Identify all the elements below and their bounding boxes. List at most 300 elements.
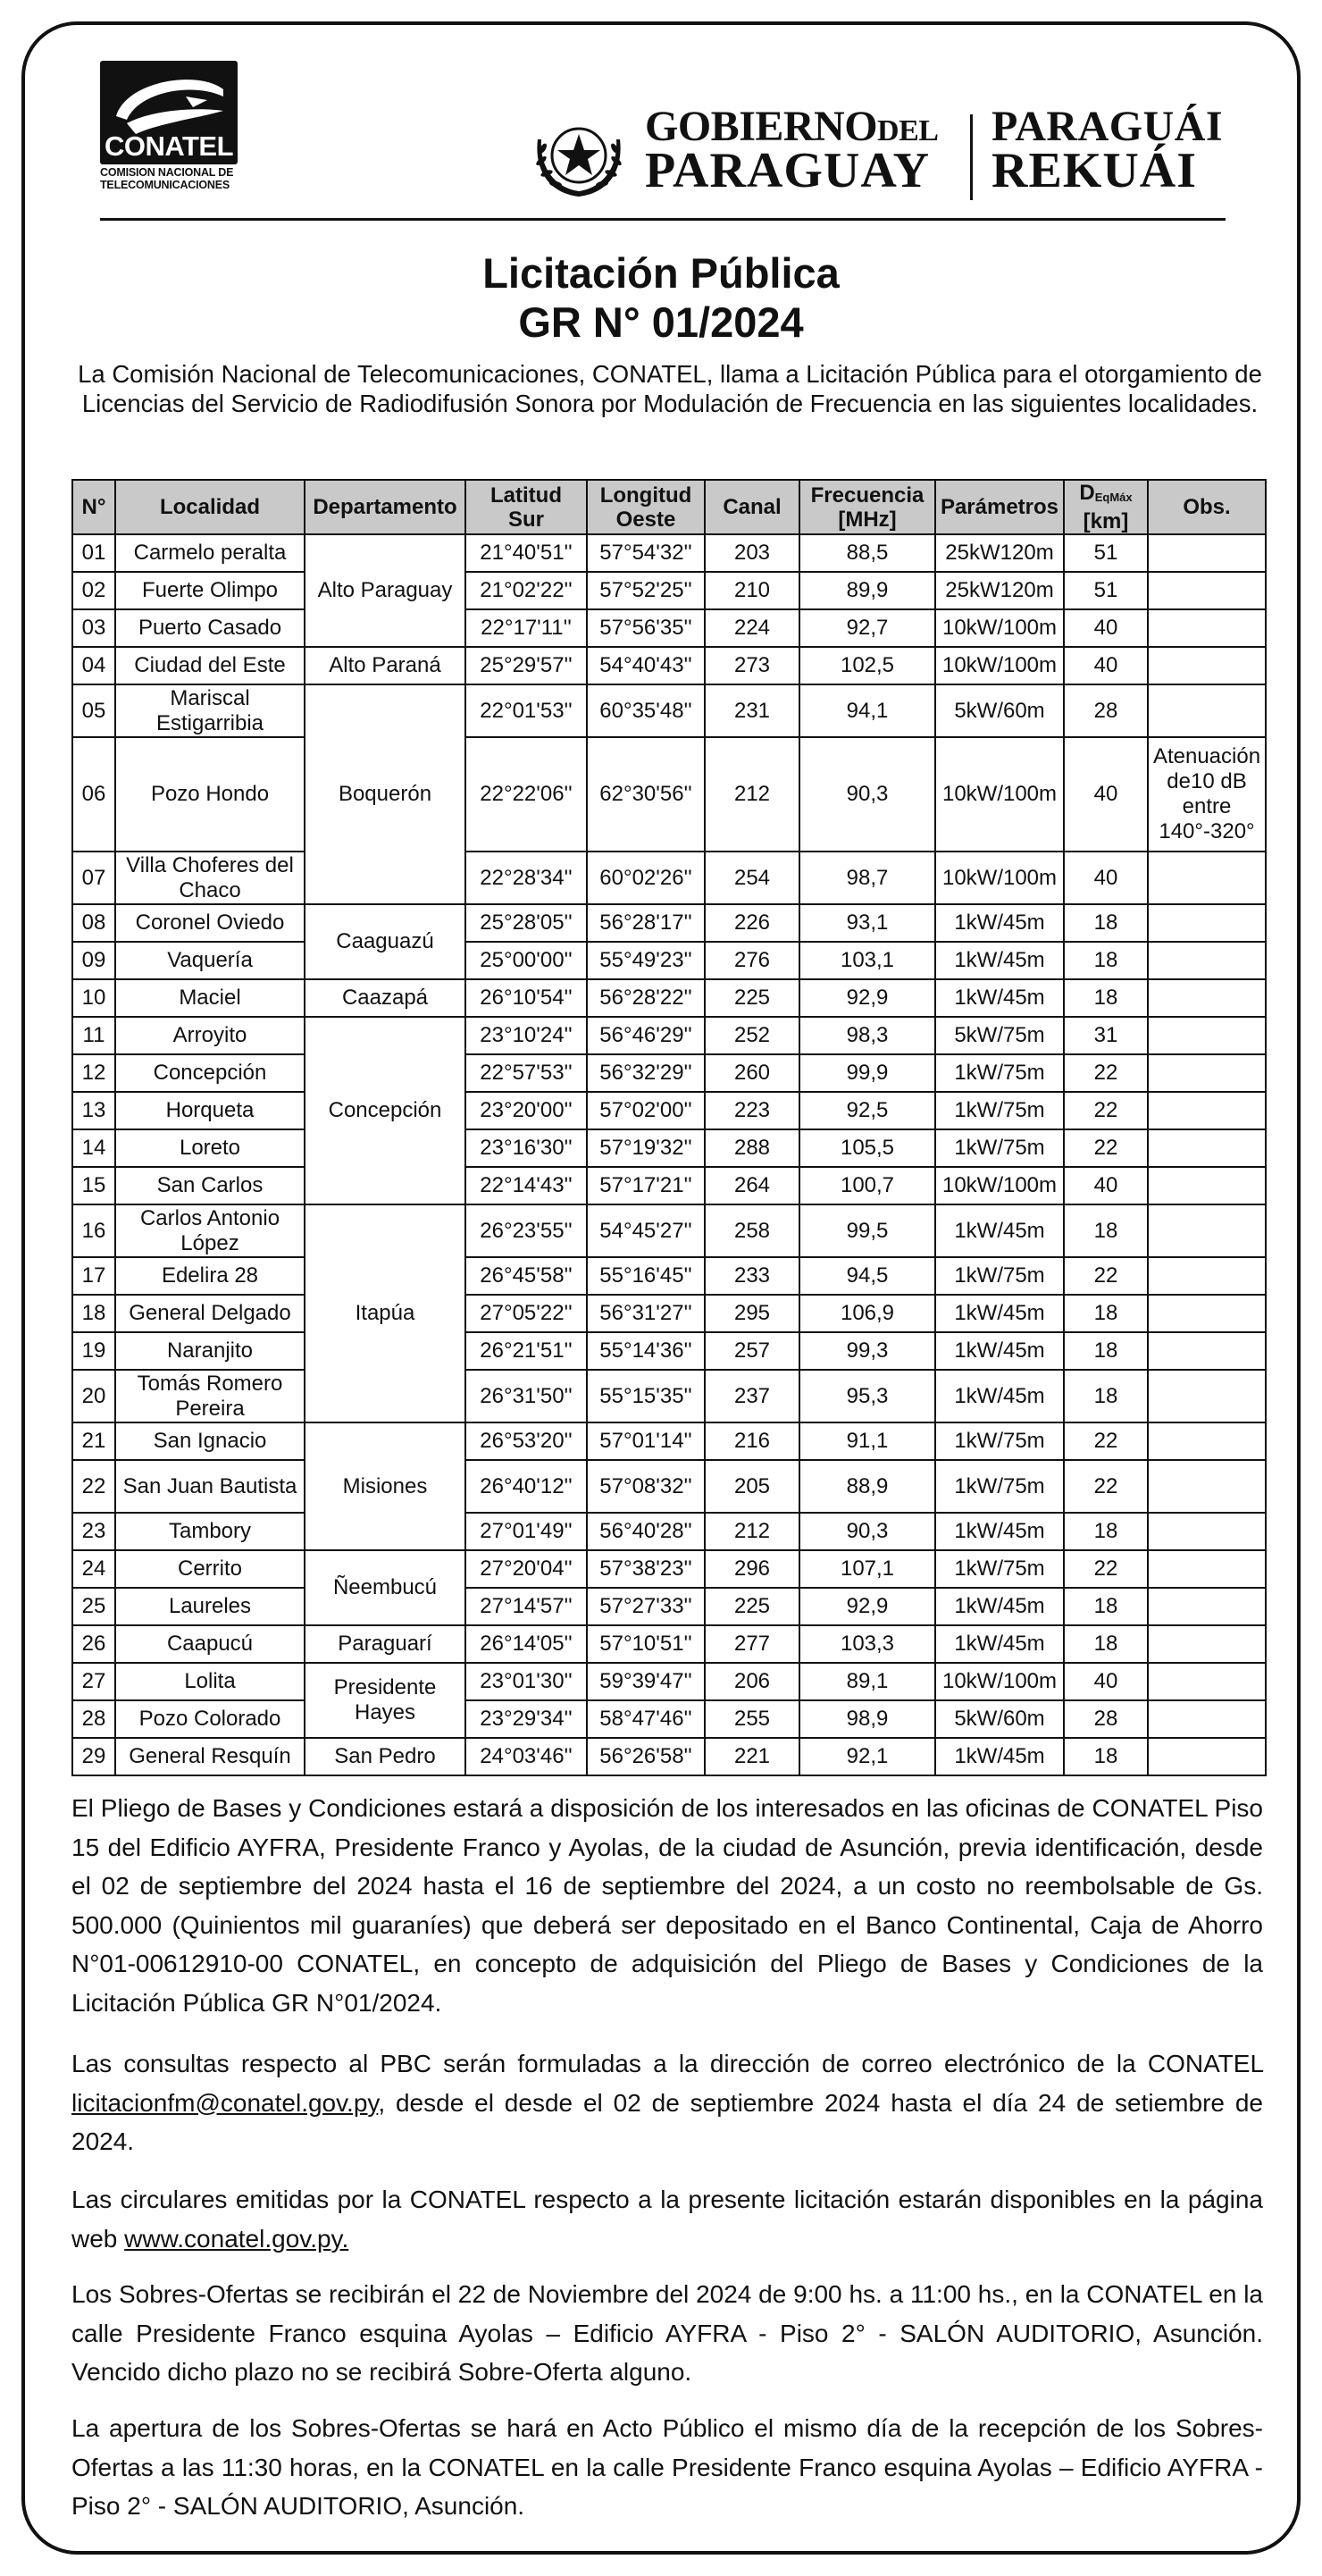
cell-longitud: 56°46'29'' (587, 1017, 705, 1054)
cell-canal: 224 (705, 609, 799, 647)
cell-obs (1148, 647, 1266, 684)
cell-localidad: Coronel Oviedo (115, 904, 305, 942)
cell-departamento: Presidente Hayes (305, 1663, 465, 1738)
cell-canal: 254 (705, 852, 799, 904)
cell-deq: 31 (1064, 1017, 1148, 1054)
cell-parametros: 1kW/45m (935, 1204, 1064, 1257)
cell-frecuencia: 103,3 (799, 1625, 935, 1663)
cell-latitud: 27°20'04'' (465, 1550, 587, 1588)
table-row (72, 1332, 1266, 1370)
website-link[interactable]: www.conatel.gov.py. (124, 2224, 349, 2253)
cell-frecuencia: 100,7 (799, 1167, 935, 1204)
cell-latitud: 22°14'43'' (465, 1167, 587, 1204)
cell-number: 19 (72, 1332, 115, 1370)
cell-obs (1148, 852, 1266, 904)
cell-parametros: 1kW/45m (935, 1332, 1064, 1370)
cell-frecuencia: 88,9 (799, 1460, 935, 1513)
document-title: Licitación Pública (482, 249, 840, 297)
cell-localidad: Arroyito (115, 1017, 305, 1054)
cell-longitud: 60°02'26'' (587, 852, 705, 904)
cell-localidad: Horqueta (115, 1092, 305, 1129)
cell-canal: 210 (705, 572, 799, 609)
cell-obs (1148, 534, 1266, 572)
cell-deq: 40 (1064, 647, 1148, 684)
cell-number: 28 (72, 1700, 115, 1738)
cell-number: 16 (72, 1204, 115, 1257)
cell-number: 06 (72, 737, 115, 852)
cell-deq: 22 (1064, 1129, 1148, 1167)
cell-parametros: 10kW/100m (935, 1167, 1064, 1204)
cell-obs (1148, 1332, 1266, 1370)
cell-localidad: Vaquería (115, 942, 305, 979)
cell-latitud: 22°57'53'' (465, 1054, 587, 1092)
cell-parametros: 1kW/45m (935, 942, 1064, 979)
cell-latitud: 22°28'34'' (465, 852, 587, 904)
header-rule (100, 218, 1226, 221)
cell-longitud: 57°27'33'' (587, 1588, 705, 1625)
cell-longitud: 55°49'23'' (587, 942, 705, 979)
paragraph-sobres-ofertas: Los Sobres-Ofertas se recibirán el 22 de Noviembre del 2024 de 9:00 hs. a 11:00 hs., en la CONATEL en la calle Presidente Franco esquina Ayolas – Edificio AYFRA - Piso 2° - SALÓN AUDITORIO, Asunción. Vencido dicho plazo no se recibirá Sobre-Oferta alguno. (71, 2280, 1263, 2386)
table-row (72, 942, 1266, 979)
cell-parametros: 1kW/45m (935, 1625, 1064, 1663)
cell-departamento: Ñeembucú (305, 1550, 465, 1625)
cell-departamento: San Pedro (305, 1738, 465, 1775)
cell-longitud: 57°19'32'' (587, 1129, 705, 1167)
cell-deq: 18 (1064, 942, 1148, 979)
cell-canal: 255 (705, 1700, 799, 1738)
cell-departamento: Paraguarí (305, 1625, 465, 1663)
cell-localidad: Ciudad del Este (115, 647, 305, 684)
paragraph-consultas-text: Las consultas respecto al PBC serán formuladas a la dirección de correo electrónico de la CONATEL (71, 2050, 1263, 2077)
cell-canal: 296 (705, 1550, 799, 1588)
cell-localidad: Carlos Antonio López (115, 1204, 305, 1257)
cell-number: 21 (72, 1422, 115, 1460)
cell-localidad: Maciel (115, 979, 305, 1017)
cell-frecuencia: 90,3 (799, 1513, 935, 1550)
cell-localidad: General Delgado (115, 1295, 305, 1332)
cell-canal: 295 (705, 1295, 799, 1332)
cell-canal: 225 (705, 1588, 799, 1625)
cell-localidad: San Carlos (115, 1167, 305, 1204)
cell-localidad: Edelira 28 (115, 1257, 305, 1295)
cell-number: 20 (72, 1370, 115, 1422)
cell-longitud: 56°40'28'' (587, 1513, 705, 1550)
cell-parametros: 1kW/45m (935, 1513, 1064, 1550)
cell-latitud: 21°40'51'' (465, 534, 587, 572)
cell-obs (1148, 684, 1266, 737)
table-row (72, 684, 1266, 737)
cell-latitud: 23°20'00'' (465, 1092, 587, 1129)
table-row (72, 1129, 1266, 1167)
header-longitud-line-2: Oeste (615, 507, 676, 532)
header-canal: Canal (705, 480, 799, 534)
cell-obs: Atenuación de10 dB entre 140°-320° (1148, 737, 1266, 852)
cell-number: 08 (72, 904, 115, 942)
cell-number: 15 (72, 1167, 115, 1204)
cell-frecuencia: 98,3 (799, 1017, 935, 1054)
cell-deq: 22 (1064, 1257, 1148, 1295)
cell-parametros: 1kW/45m (935, 904, 1064, 942)
cell-latitud: 23°10'24'' (465, 1017, 587, 1054)
cell-canal: 203 (705, 534, 799, 572)
cell-latitud: 26°53'20'' (465, 1422, 587, 1460)
table-row (72, 1738, 1266, 1775)
cell-obs (1148, 1370, 1266, 1422)
cell-obs (1148, 1092, 1266, 1129)
cell-canal: 277 (705, 1625, 799, 1663)
cell-latitud: 26°21'51'' (465, 1332, 587, 1370)
cell-frecuencia: 92,1 (799, 1738, 935, 1775)
cell-localidad: Cerrito (115, 1550, 305, 1588)
cell-deq: 18 (1064, 1332, 1148, 1370)
cell-deq: 18 (1064, 1370, 1148, 1422)
header-deq-sub: EqMáx (1094, 491, 1133, 504)
cell-canal: 257 (705, 1332, 799, 1370)
cell-parametros: 25kW120m (935, 572, 1064, 609)
table-row (72, 979, 1266, 1017)
cell-obs (1148, 1738, 1266, 1775)
cell-number: 27 (72, 1663, 115, 1700)
cell-longitud: 56°28'17'' (587, 904, 705, 942)
cell-parametros: 10kW/100m (935, 852, 1064, 904)
cell-deq: 40 (1064, 852, 1148, 904)
table-row (72, 1460, 1266, 1513)
table-row (72, 609, 1266, 647)
cell-latitud: 26°45'58'' (465, 1257, 587, 1295)
cell-canal: 212 (705, 1513, 799, 1550)
cell-deq: 40 (1064, 609, 1148, 647)
cell-deq: 18 (1064, 1513, 1148, 1550)
cell-canal: 205 (705, 1460, 799, 1513)
cell-deq: 18 (1064, 1295, 1148, 1332)
cell-longitud: 55°16'45'' (587, 1257, 705, 1295)
cell-parametros: 10kW/100m (935, 1663, 1064, 1700)
cell-localidad: Pozo Hondo (115, 737, 305, 852)
cell-number: 17 (72, 1257, 115, 1295)
cell-obs (1148, 1054, 1266, 1092)
gov-title-line-2: PARAGUAY (645, 143, 931, 198)
cell-frecuencia: 89,9 (799, 572, 935, 609)
table-row (72, 534, 1266, 572)
cell-frecuencia: 92,7 (799, 609, 935, 647)
header-frecuencia-line-2: [MHz] (838, 507, 897, 532)
cell-localidad: Pozo Colorado (115, 1700, 305, 1738)
cell-deq: 22 (1064, 1092, 1148, 1129)
cell-number: 29 (72, 1738, 115, 1775)
cell-canal: 276 (705, 942, 799, 979)
cell-frecuencia: 99,9 (799, 1054, 935, 1092)
cell-frecuencia: 92,9 (799, 1588, 935, 1625)
conatel-logo (100, 61, 241, 191)
cell-frecuencia: 98,7 (799, 852, 935, 904)
cell-localidad: Naranjito (115, 1332, 305, 1370)
cell-departamento: Concepción (305, 1017, 465, 1204)
cell-obs (1148, 942, 1266, 979)
table-body (72, 534, 1266, 1775)
cell-number: 12 (72, 1054, 115, 1092)
cell-longitud: 54°45'27'' (587, 1204, 705, 1257)
header-frecuencia (799, 480, 935, 534)
cell-canal: 233 (705, 1257, 799, 1295)
cell-localidad: Caapucú (115, 1625, 305, 1663)
cell-frecuencia: 98,9 (799, 1700, 935, 1738)
cell-number: 23 (72, 1513, 115, 1550)
table-row (72, 1625, 1266, 1663)
cell-latitud: 23°01'30'' (465, 1663, 587, 1700)
cell-longitud: 55°14'36'' (587, 1332, 705, 1370)
cell-latitud: 26°31'50'' (465, 1370, 587, 1422)
cell-localidad: Tomás Romero Pereira (115, 1370, 305, 1422)
cell-parametros: 10kW/100m (935, 609, 1064, 647)
paragraph-circulares-text: Las circulares emitidas por la CONATEL respecto a la presente licitación estarán disponibles en la página web (71, 2186, 1263, 2253)
header-longitud (587, 480, 705, 534)
cell-number: 14 (72, 1129, 115, 1167)
cell-number: 04 (72, 647, 115, 684)
table-row (72, 1054, 1266, 1092)
cell-latitud: 25°00'00'' (465, 942, 587, 979)
table-row (72, 1663, 1266, 1700)
cell-longitud: 54°40'43'' (587, 647, 705, 684)
cell-deq: 18 (1064, 904, 1148, 942)
cell-deq: 18 (1064, 979, 1148, 1017)
cell-frecuencia: 105,5 (799, 1129, 935, 1167)
cell-frecuencia: 91,1 (799, 1422, 935, 1460)
cell-obs (1148, 1295, 1266, 1332)
cell-frecuencia: 92,9 (799, 979, 935, 1017)
cell-number: 25 (72, 1588, 115, 1625)
cell-latitud: 21°02'22'' (465, 572, 587, 609)
cell-localidad: Carmelo peralta (115, 534, 305, 572)
cell-deq: 51 (1064, 572, 1148, 609)
cell-latitud: 27°14'57'' (465, 1588, 587, 1625)
cell-canal: 223 (705, 1092, 799, 1129)
table-row (72, 1295, 1266, 1332)
header-deq (1064, 480, 1148, 534)
guarani-title-line-1: PARAGUÁI (992, 103, 1224, 150)
table-header-row (72, 480, 1266, 534)
cell-latitud: 25°29'57'' (465, 647, 587, 684)
cell-obs (1148, 572, 1266, 609)
header-parametros: Parámetros (935, 480, 1064, 534)
table-row (72, 1550, 1266, 1588)
table-row (72, 1700, 1266, 1738)
cell-number: 09 (72, 942, 115, 979)
cell-parametros: 25kW120m (935, 534, 1064, 572)
cell-longitud: 59°39'47'' (587, 1663, 705, 1700)
cell-deq: 18 (1064, 1738, 1148, 1775)
cell-longitud: 57°56'35'' (587, 609, 705, 647)
cell-longitud: 58°47'46'' (587, 1700, 705, 1738)
header-departamento: Departamento (305, 480, 465, 534)
header-deq-main: D (1079, 481, 1095, 505)
cell-obs (1148, 979, 1266, 1017)
cell-parametros: 10kW/100m (935, 647, 1064, 684)
table-row (72, 1257, 1266, 1295)
cell-localidad: San Ignacio (115, 1422, 305, 1460)
header-latitud (465, 480, 587, 534)
cell-parametros: 1kW/75m (935, 1129, 1064, 1167)
cell-obs (1148, 904, 1266, 942)
cell-number: 24 (72, 1550, 115, 1588)
cell-frecuencia: 95,3 (799, 1370, 935, 1422)
cell-latitud: 23°29'34'' (465, 1700, 587, 1738)
cell-frecuencia: 92,5 (799, 1092, 935, 1129)
cell-number: 18 (72, 1295, 115, 1332)
cell-parametros: 1kW/45m (935, 1295, 1064, 1332)
cell-parametros: 1kW/45m (935, 979, 1064, 1017)
cell-obs (1148, 1167, 1266, 1204)
cell-latitud: 25°28'05'' (465, 904, 587, 942)
cell-localidad: San Juan Bautista (115, 1460, 305, 1513)
table-row (72, 1017, 1266, 1054)
cell-longitud: 56°28'22'' (587, 979, 705, 1017)
cell-frecuencia: 99,5 (799, 1204, 935, 1257)
cell-parametros: 1kW/45m (935, 1588, 1064, 1625)
cell-deq: 22 (1064, 1550, 1148, 1588)
cell-parametros: 1kW/45m (935, 1738, 1064, 1775)
header-deq-unit: [km] (1083, 509, 1129, 533)
header-n: N° (72, 480, 115, 534)
cell-canal: 237 (705, 1370, 799, 1422)
paragraph-consultas-tail: , desde el desde el 02 de septiembre 2024 hasta el día 24 de setiembre de 2024. (71, 2088, 1263, 2155)
cell-parametros: 1kW/75m (935, 1550, 1064, 1588)
cell-canal: 264 (705, 1167, 799, 1204)
cell-frecuencia: 93,1 (799, 904, 935, 942)
cell-canal: 231 (705, 684, 799, 737)
cell-longitud: 57°17'21'' (587, 1167, 705, 1204)
cell-number: 01 (72, 534, 115, 572)
cell-parametros: 5kW/75m (935, 1017, 1064, 1054)
header-latitud-line-1: Latitud (490, 482, 562, 508)
cell-localidad: Villa Choferes del Chaco (115, 852, 305, 904)
cell-deq: 28 (1064, 1700, 1148, 1738)
cell-localidad: Mariscal Estigarribia (115, 684, 305, 737)
cell-obs (1148, 609, 1266, 647)
cell-canal: 260 (705, 1054, 799, 1092)
header-obs: Obs. (1148, 480, 1266, 534)
table-row (72, 904, 1266, 942)
cell-latitud: 26°23'55'' (465, 1204, 587, 1257)
cell-parametros: 1kW/75m (935, 1422, 1064, 1460)
cell-deq: 40 (1064, 1663, 1148, 1700)
cell-longitud: 55°15'35'' (587, 1370, 705, 1422)
cell-departamento: Alto Paraná (305, 647, 465, 684)
intro-paragraph: La Comisión Nacional de Telecomunicaciones, CONATEL, llama a Licitación Pública para el otorgamiento de Licencias del Servicio de Radiodifusión Sonora por Modulación de Frecuencia en las siguientes localidades. (78, 360, 1262, 417)
cell-obs (1148, 1422, 1266, 1460)
cell-longitud: 56°31'27'' (587, 1295, 705, 1332)
cell-latitud: 27°05'22'' (465, 1295, 587, 1332)
cell-frecuencia: 99,3 (799, 1332, 935, 1370)
guarani-title-line-2: REKUÁI (992, 143, 1198, 198)
cell-latitud: 22°17'11'' (465, 609, 587, 647)
cell-parametros: 1kW/45m (935, 1370, 1064, 1422)
cell-deq: 18 (1064, 1204, 1148, 1257)
cell-localidad: Puerto Casado (115, 609, 305, 647)
government-seal-icon (529, 107, 629, 207)
cell-deq: 40 (1064, 737, 1148, 852)
cell-departamento: Itapúa (305, 1204, 465, 1422)
header-localidad: Localidad (115, 480, 305, 534)
conatel-name: CONATEL (104, 130, 234, 162)
cell-canal: 252 (705, 1017, 799, 1054)
cell-obs (1148, 1625, 1266, 1663)
header-frecuencia-line-1: Frecuencia (810, 482, 925, 508)
cell-canal: 212 (705, 737, 799, 852)
cell-departamento: Alto Paraguay (305, 534, 465, 647)
table-row (72, 572, 1266, 609)
cell-obs (1148, 1513, 1266, 1550)
header-latitud-line-2: Sur (507, 507, 544, 532)
header-longitud-line-1: Longitud (599, 482, 692, 508)
document-number: GR N° 01/2024 (518, 298, 804, 346)
cell-deq: 18 (1064, 1588, 1148, 1625)
conatel-subtitle-line-2: TELECOMUNICACIONES (100, 179, 230, 191)
paragraph-circulares (71, 2180, 1263, 2258)
cell-latitud: 22°22'06'' (465, 737, 587, 852)
cell-obs (1148, 1204, 1266, 1257)
cell-parametros: 1kW/75m (935, 1054, 1064, 1092)
cell-deq: 22 (1064, 1422, 1148, 1460)
cell-number: 26 (72, 1625, 115, 1663)
cell-number: 13 (72, 1092, 115, 1129)
table-row (72, 1092, 1266, 1129)
cell-deq: 18 (1064, 1625, 1148, 1663)
cell-longitud: 57°52'25'' (587, 572, 705, 609)
cell-frecuencia: 88,5 (799, 534, 935, 572)
cell-obs (1148, 1257, 1266, 1295)
email-link[interactable]: licitacionfm@conatel.gov.py (71, 2088, 379, 2117)
cell-localidad: General Resquín (115, 1738, 305, 1775)
table-row (72, 852, 1266, 904)
cell-deq: 22 (1064, 1460, 1148, 1513)
cell-latitud: 26°10'54'' (465, 979, 587, 1017)
cell-frecuencia: 107,1 (799, 1550, 935, 1588)
table-row (72, 1370, 1266, 1422)
cell-frecuencia: 103,1 (799, 942, 935, 979)
cell-longitud: 56°32'29'' (587, 1054, 705, 1092)
cell-latitud: 22°01'53'' (465, 684, 587, 737)
conatel-subtitle-line-1: COMISION NACIONAL DE (100, 166, 234, 179)
cell-localidad: Loreto (115, 1129, 305, 1167)
cell-localidad: Fuerte Olimpo (115, 572, 305, 609)
cell-canal: 225 (705, 979, 799, 1017)
table-row (72, 737, 1266, 852)
gov-title-word-gobierno: GOBIERNO (645, 103, 878, 150)
cell-deq: 40 (1064, 1167, 1148, 1204)
cell-parametros: 5kW/60m (935, 1700, 1064, 1738)
cell-frecuencia: 90,3 (799, 737, 935, 852)
cell-number: 10 (72, 979, 115, 1017)
cell-longitud: 60°35'48'' (587, 684, 705, 737)
cell-longitud: 56°26'58'' (587, 1738, 705, 1775)
cell-frecuencia: 106,9 (799, 1295, 935, 1332)
cell-obs (1148, 1663, 1266, 1700)
cell-canal: 288 (705, 1129, 799, 1167)
table-row (72, 1167, 1266, 1204)
table-row (72, 1513, 1266, 1550)
cell-parametros: 1kW/75m (935, 1460, 1064, 1513)
cell-canal: 226 (705, 904, 799, 942)
cell-parametros: 10kW/100m (935, 737, 1064, 852)
cell-parametros: 1kW/75m (935, 1257, 1064, 1295)
cell-latitud: 23°16'30'' (465, 1129, 587, 1167)
cell-departamento: Misiones (305, 1422, 465, 1550)
cell-deq: 22 (1064, 1054, 1148, 1092)
cell-longitud: 57°08'32'' (587, 1460, 705, 1513)
cell-parametros: 5kW/60m (935, 684, 1064, 737)
cell-canal: 216 (705, 1422, 799, 1460)
cell-number: 11 (72, 1017, 115, 1054)
